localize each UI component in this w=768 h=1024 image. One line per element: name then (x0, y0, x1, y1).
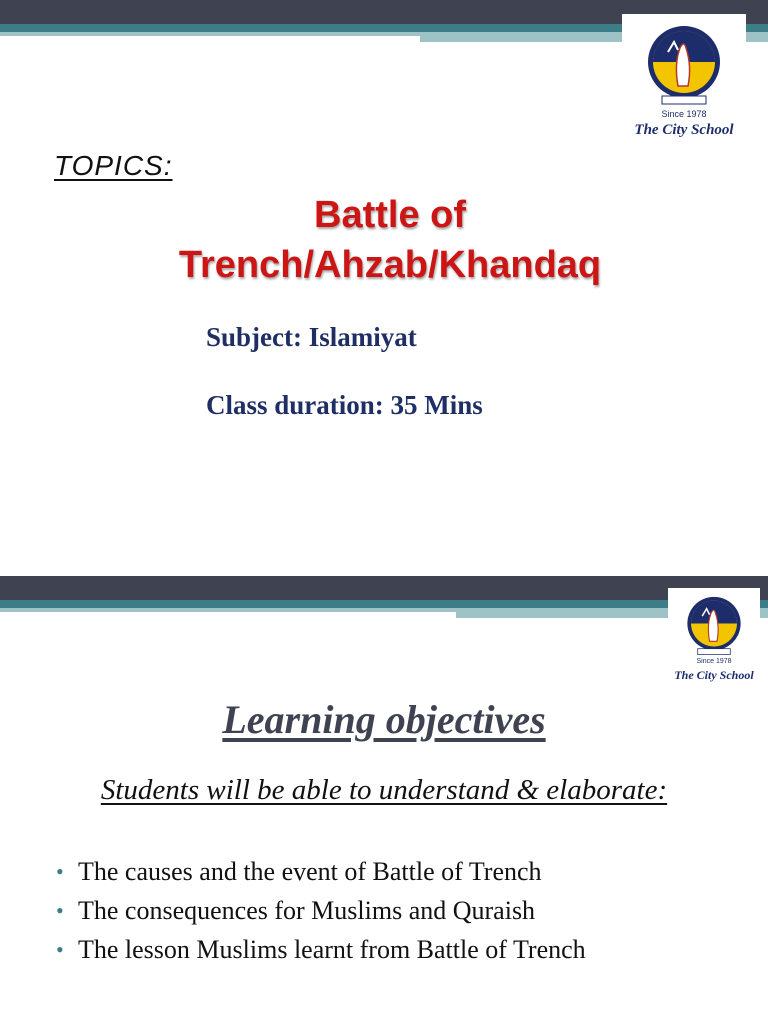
topics-label: TOPICS: (54, 150, 173, 181)
lesson-title-line2: Trench/Ahzab/Khandaq (178, 244, 602, 286)
school-logo (622, 14, 746, 146)
objectives-subheading: Students will be able to understand & elaborate: (100, 774, 668, 806)
lesson-title-line1: Battle of (314, 194, 466, 236)
logo-since: Since 1978 (696, 658, 732, 665)
logo-brand: The City School (634, 122, 734, 138)
logo-brand: The City School (674, 668, 754, 682)
bullet-icon: • (56, 898, 64, 923)
duration-line: Class duration: 35 Mins (206, 390, 483, 420)
bullet-icon: • (56, 859, 64, 884)
lesson-title (80, 190, 700, 290)
slide-gap (0, 560, 768, 576)
header-bar-dark (0, 576, 768, 600)
school-logo (668, 588, 760, 688)
list-item: • The lesson Muslims learnt from Battle of Trench (56, 935, 586, 964)
slide-objectives (0, 576, 768, 1024)
logo-since: Since 1978 (661, 109, 707, 119)
list-item: • The causes and the event of Battle of Trench (56, 857, 542, 886)
subject-line: Subject: Islamiyat (206, 322, 417, 352)
list-item: • The consequences for Muslims and Quraish (56, 896, 536, 925)
header-bar-teal (0, 600, 768, 608)
objectives-list (56, 856, 586, 973)
bullet-icon: • (56, 937, 64, 962)
objectives-heading: Learning objectives (222, 697, 546, 742)
school-crest-icon (668, 588, 760, 662)
school-crest-icon (622, 14, 746, 114)
